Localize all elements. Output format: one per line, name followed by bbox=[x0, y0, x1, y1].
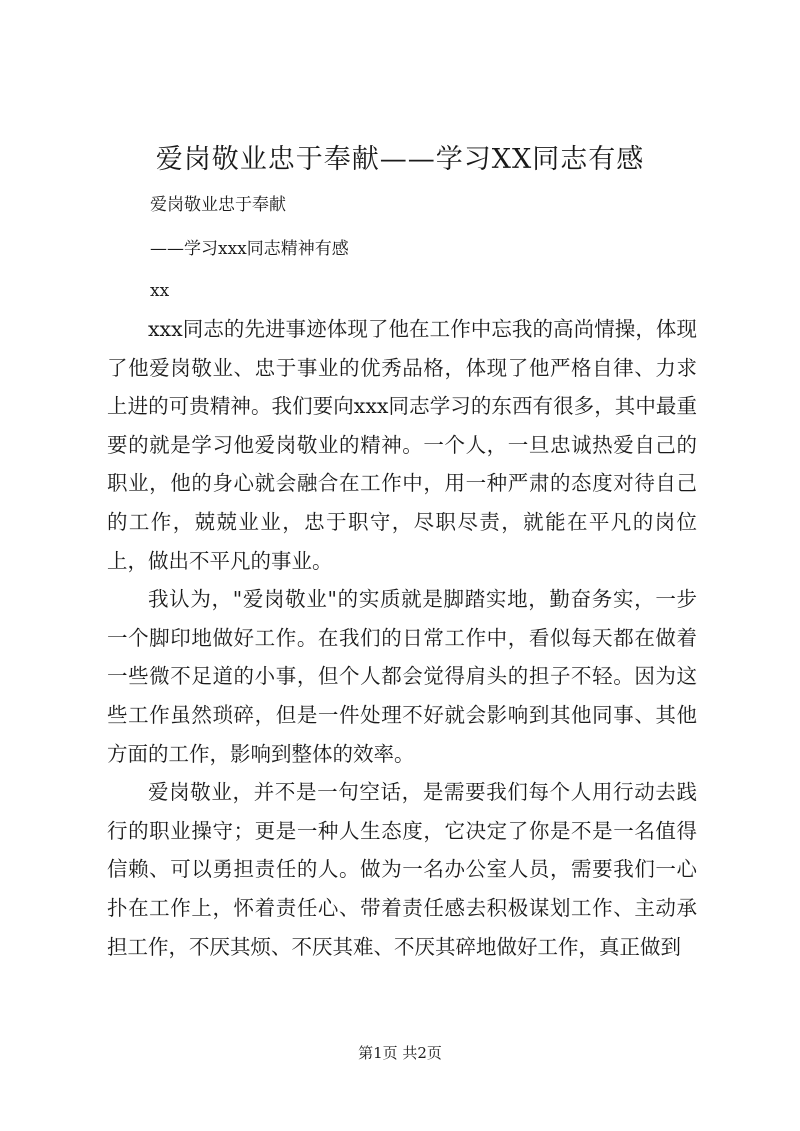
paragraph: xxx同志的先进事迹体现了他在工作中忘我的高尚情操，体现了他爱岗敬业、忠于事业的优秀品格，体现了他严格自律、力求上进的可贵精神。我们要向xxx同志学习的东西有很多，其中最重要的就是学习他爱岗敬业的精神。一个人，一旦忠诚热爱自己的职业，他的身心就会融合在工作中，用一种严肃的态度对待自己的工作，兢兢业业，忠于职守，尽职尽责，就能在平凡的岗位上，做出不平凡的事业。 bbox=[107, 317, 697, 573]
paragraph: 爱岗敬业，并不是一句空话，是需要我们每个人用行动去践行的职业操守；更是一种人生态度，它决定了你是不是一名值得信赖、可以勇担责任的人。做为一名办公室人员，需要我们一心扑在工作上，怀着责任心、带着责任感去积极谋划工作、主动承担工作，不厌其烦、不厌其难、不厌其碎地做好工作，真正做到 bbox=[107, 780, 697, 959]
page-footer: 第1页 共2页 bbox=[358, 1044, 442, 1062]
document-title: 爱岗敬业忠于奉献——学习XX同志有感 bbox=[155, 144, 645, 175]
subtitle-line-2: ——学习xxx同志精神有感 bbox=[150, 239, 349, 259]
author-name: xx bbox=[150, 281, 170, 301]
paragraph: 我认为，"爱岗敬业"的实质就是脚踏实地，勤奋务实，一步一个脚印地做好工作。在我们的日常工作中，看似每天都在做着一些微不足道的小事，但个人都会觉得肩头的担子不轻。因为这些工作虽然琐碎，但是一件处理不好就会影响到其他同事、其他方面的工作，影响到整体的效率。 bbox=[107, 587, 697, 766]
subtitle-line-1: 爱岗敬业忠于奉献 bbox=[150, 195, 286, 215]
document-body bbox=[107, 310, 697, 966]
